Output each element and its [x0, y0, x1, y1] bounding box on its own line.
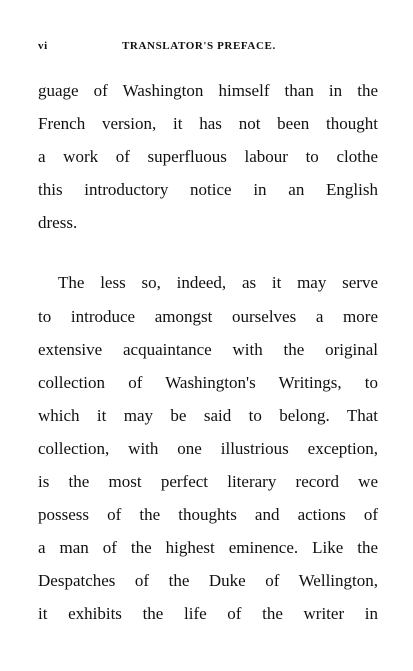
text-line: Despatches of the Duke of Wellington,	[38, 571, 378, 590]
page-number: vi	[38, 40, 48, 52]
text-line: collection of Washington's Writings, to	[38, 373, 378, 392]
text-line: The less so, indeed, as it may serve	[58, 273, 378, 292]
text-line: this introductory notice in an English	[38, 180, 378, 199]
text-line: is the most perfect literary record we	[38, 472, 378, 491]
text-line: to introduce amongst ourselves a more	[38, 307, 378, 326]
running-head: TRANSLATOR'S PREFACE.	[122, 40, 276, 52]
text-line: collection, with one illustrious exception,	[38, 439, 378, 458]
page-header	[38, 40, 376, 56]
text-line: extensive acquaintance with the original	[38, 340, 378, 359]
text-line: a work of superfluous labour to clothe	[38, 147, 378, 166]
text-line: French version, it has not been thought	[38, 114, 378, 133]
text-line: it exhibits the life of the writer in	[38, 604, 378, 623]
text-line: which it may be said to belong. That	[38, 406, 378, 425]
text-line: a man of the highest eminence. Like the	[38, 538, 378, 557]
text-line: guage of Washington himself than in the	[38, 81, 378, 100]
text-line: dress.	[38, 213, 78, 232]
text-line: possess of the thoughts and actions of	[38, 505, 378, 524]
